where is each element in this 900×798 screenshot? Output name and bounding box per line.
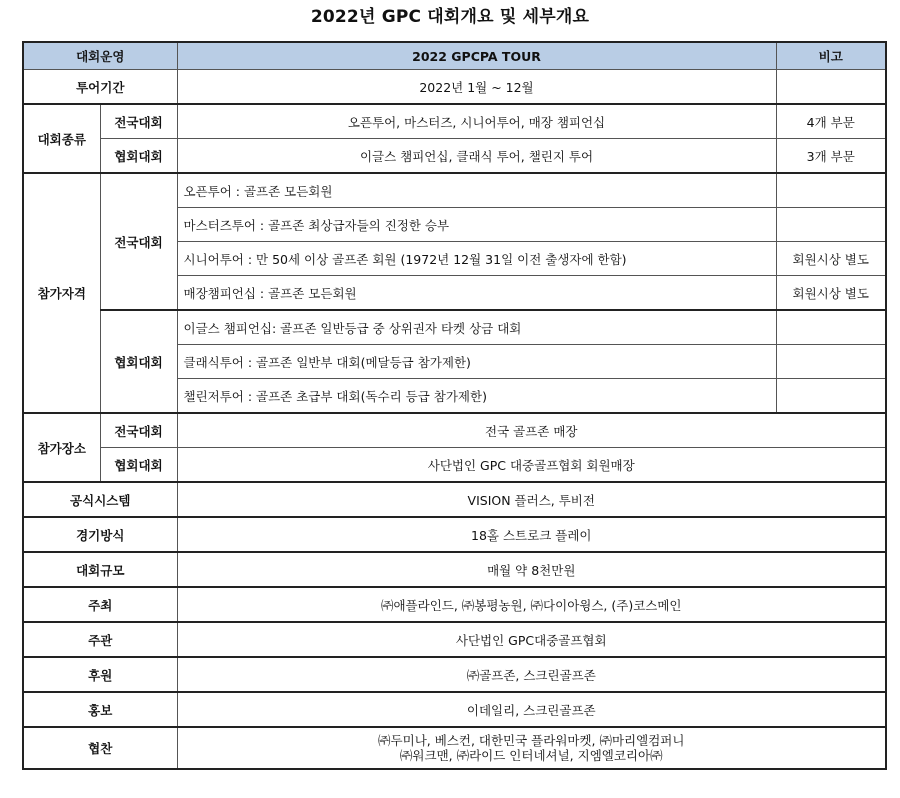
table-row [23, 622, 886, 657]
row-label-host: 주최 [23, 587, 177, 622]
table-row [23, 310, 886, 345]
table-row [23, 587, 886, 622]
header-note: 비고 [776, 42, 886, 70]
overview-table [22, 41, 887, 770]
table-row [23, 70, 886, 105]
venue-national-value: 전국 골프존 매장 [177, 413, 886, 448]
page-title: 2022년 GPC 대회개요 및 세부개요 [310, 7, 590, 27]
eligibility-association-3: 챌린저투어 : 골프존 초급부 대회(독수리 등급 참가제한) [177, 379, 776, 414]
eligibility-association-1: 이글스 챔피언십: 골프존 일반등급 중 상위권자 타켓 상금 대회 [177, 310, 776, 345]
table-row [23, 517, 886, 552]
row-label-types: 대회종류 [23, 104, 100, 173]
types-sub-national: 전국대회 [100, 104, 177, 139]
row-label-organizer: 주관 [23, 622, 177, 657]
types-national-note: 4개 부문 [776, 104, 886, 139]
eligibility-national-note-2 [776, 208, 886, 242]
eligibility-national-3: 시니어투어 : 만 50세 이상 골프존 회원 (1972년 12월 31일 이전 출생자에 한함) [177, 242, 776, 276]
eligibility-national-note-4: 회원시상 별도 [776, 276, 886, 311]
row-label-venue: 참가장소 [23, 413, 100, 482]
eligibility-national-4: 매장챔피언십 : 골프존 모든회원 [177, 276, 776, 311]
host-value: ㈜애플라인드, ㈜봉평농원, ㈜다이아윙스, (주)코스메인 [177, 587, 886, 622]
table-row [23, 552, 886, 587]
header-tour: 2022 GPCPA TOUR [177, 42, 776, 70]
eligibility-sub-national: 전국대회 [100, 173, 177, 310]
eligibility-national-1: 오픈투어 : 골프존 모든회원 [177, 173, 776, 208]
table-row [23, 139, 886, 174]
system-value: VISION 플러스, 투비전 [177, 482, 886, 517]
row-label-scale: 대회규모 [23, 552, 177, 587]
eligibility-association-2: 클래식투어 : 골프존 일반부 대회(메달등급 참가제한) [177, 345, 776, 379]
header-operation: 대회운영 [23, 42, 177, 70]
eligibility-association-note-1 [776, 310, 886, 345]
row-label-sponsors: 협찬 [23, 727, 177, 769]
table-row [23, 692, 886, 727]
format-value: 18홀 스트로크 플레이 [177, 517, 886, 552]
eligibility-association-note-2 [776, 345, 886, 379]
sponsors-line-2: ㈜워크맨, ㈜라이드 인터네셔널, 지엠엘코리아㈜ [399, 748, 663, 763]
table-header-row [23, 42, 886, 70]
eligibility-association-note-3 [776, 379, 886, 414]
sponsors-line-1: ㈜두미나, 베스컨, 대한민국 플라워마켓, ㈜마리엘컴퍼니 [378, 733, 685, 748]
eligibility-national-note-3: 회원시상 별도 [776, 242, 886, 276]
types-association-note: 3개 부문 [776, 139, 886, 174]
row-label-eligibility: 참가자격 [23, 173, 100, 413]
table-row [23, 448, 886, 483]
table-row [23, 104, 886, 139]
row-label-format: 경기방식 [23, 517, 177, 552]
scale-value: 매월 약 8천만원 [177, 552, 886, 587]
promotion-value: 이데일리, 스크린골프존 [177, 692, 886, 727]
venue-sub-national: 전국대회 [100, 413, 177, 448]
eligibility-national-note-1 [776, 173, 886, 208]
row-label-tour-period: 투어기간 [23, 70, 177, 105]
types-national-value: 오픈투어, 마스터즈, 시니어투어, 매장 챔피언십 [177, 104, 776, 139]
venue-association-value: 사단법인 GPC 대중골프협회 회원매장 [177, 448, 886, 483]
table-row [23, 173, 886, 208]
row-label-promotion: 홍보 [23, 692, 177, 727]
organizer-value: 사단법인 GPC대중골프협회 [177, 622, 886, 657]
tour-period-value: 2022년 1월 ~ 12월 [177, 70, 776, 105]
table-row [23, 482, 886, 517]
eligibility-national-2: 마스터즈투어 : 골프존 최상급자들의 진정한 승부 [177, 208, 776, 242]
sponsors-value [177, 727, 886, 769]
table-row [23, 657, 886, 692]
table-row [23, 413, 886, 448]
support-value: ㈜골프존, 스크린골프존 [177, 657, 886, 692]
row-label-support: 후원 [23, 657, 177, 692]
types-association-value: 이글스 챔피언십, 클래식 투어, 챌린지 투어 [177, 139, 776, 174]
types-sub-association: 협회대회 [100, 139, 177, 174]
eligibility-sub-association: 협회대회 [100, 310, 177, 413]
tour-period-note [776, 70, 886, 105]
venue-sub-association: 협회대회 [100, 448, 177, 483]
row-label-system: 공식시스템 [23, 482, 177, 517]
table-row [23, 727, 886, 769]
